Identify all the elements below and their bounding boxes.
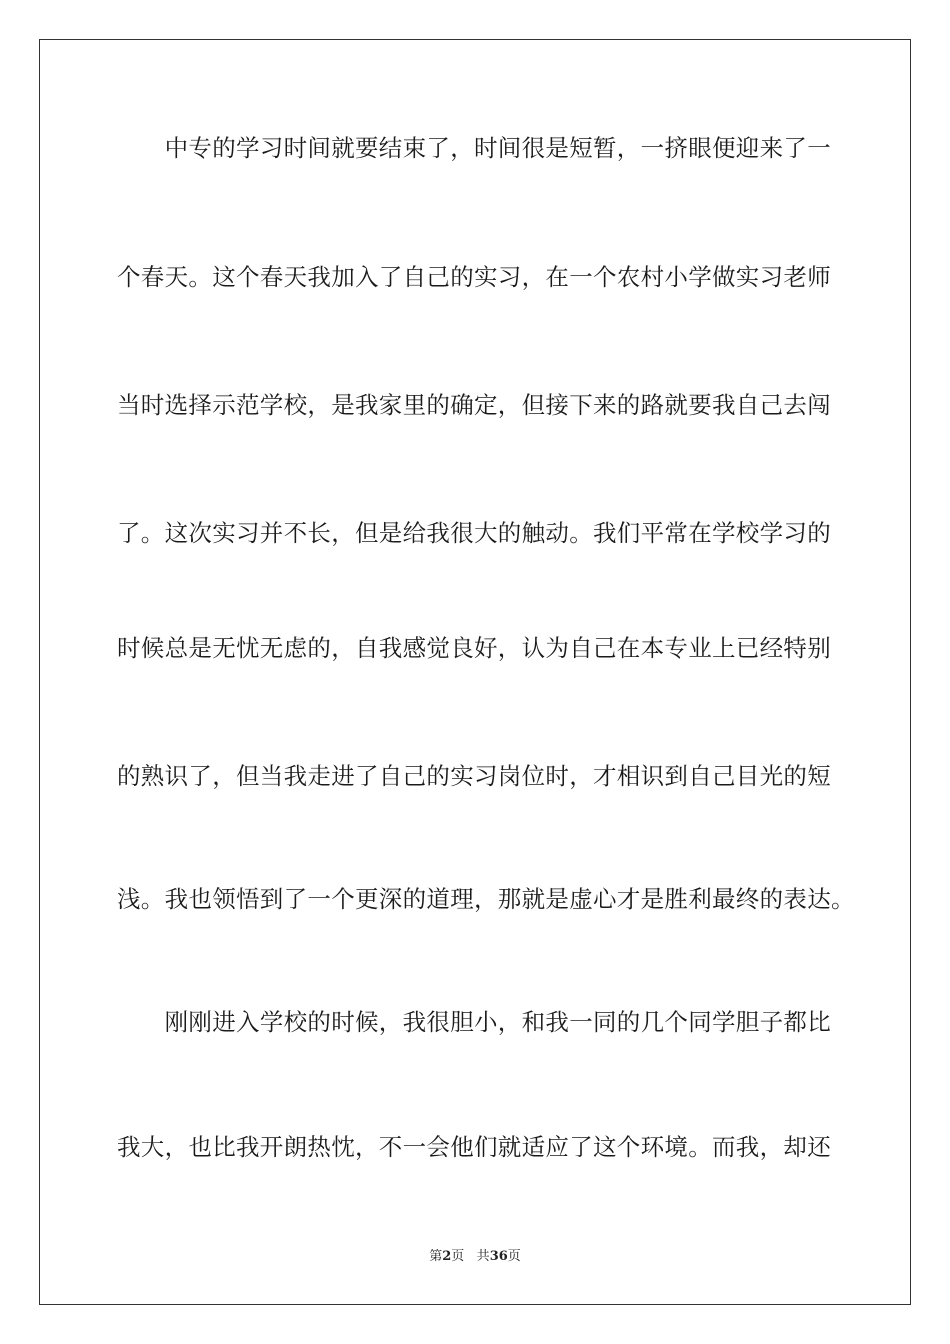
total-label-suffix: 页 (507, 1249, 521, 1264)
total-pages-number: 36 (489, 1249, 508, 1264)
text-line: 浅。我也领悟到了一个更深的道理，那就是虚心才是胜利最终的表达。 (117, 885, 855, 913)
page-footer (0, 1245, 950, 1264)
total-label-prefix: 共 (476, 1249, 490, 1264)
text-line: 个春天。这个春天我加入了自己的实习，在一个农村小学做实习老师 (117, 263, 831, 291)
page-border (39, 39, 911, 1305)
text-line: 了。这次实习并不长，但是给我很大的触动。我们平常在学校学习的 (117, 519, 831, 547)
text-line: 我大，也比我开朗热忱，不一会他们就适应了这个环境。而我，却还 (117, 1133, 831, 1161)
page-label-prefix: 第 (429, 1249, 443, 1264)
text-line: 中专的学习时间就要结束了，时间很是短暂，一挤眼便迎来了一 (117, 134, 831, 162)
text-line: 刚刚进入学校的时候，我很胆小，和我一同的几个同学胆子都比 (117, 1008, 831, 1036)
text-line: 时候总是无忧无虑的，自我感觉良好，认为自己在本专业上已经特别 (117, 634, 831, 662)
page-label-suffix: 页 (451, 1249, 465, 1264)
text-line: 当时选择示范学校，是我家里的确定，但接下来的路就要我自己去闯 (117, 391, 831, 419)
text-line: 的熟识了，但当我走进了自己的实习岗位时，才相识到自己目光的短 (117, 762, 831, 790)
current-page-number: 2 (442, 1249, 452, 1264)
